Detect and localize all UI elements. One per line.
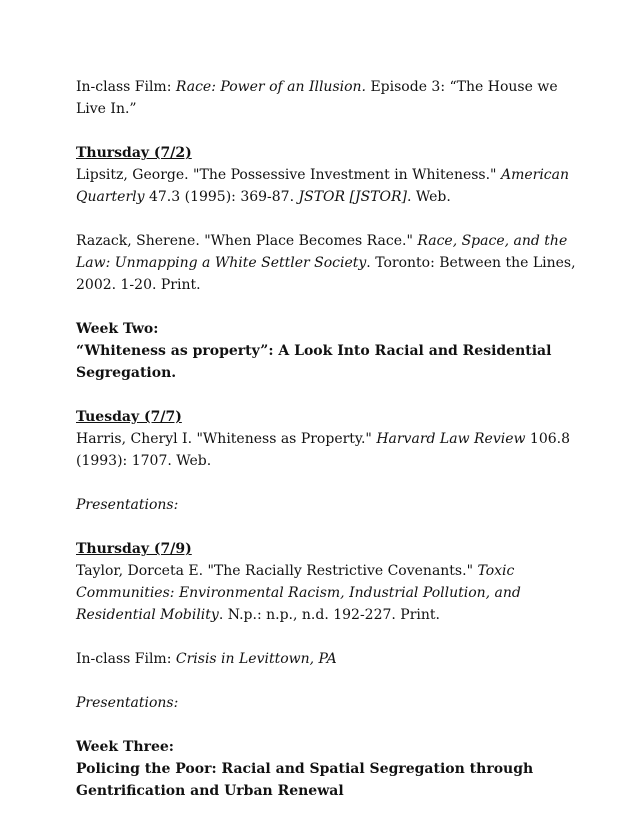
week-three-title: Policing the Poor: Racial and Spatial Segregation through Gentrification and Urban Renewal bbox=[76, 761, 534, 799]
film-note-1: In-class Film: Race: Power of an Illusion. Episode 3: “The House we Live In.” bbox=[76, 79, 558, 117]
film-note-2: In-class Film: Crisis in Levittown, PA bbox=[76, 651, 337, 667]
reference-lipsitz: Thursday (7/2) Lipsitz, George. "The Possessive Investment in Whiteness." American Quarterly 47.3 (1995): 369-87. JSTOR [JSTOR]. Web. bbox=[76, 142, 578, 208]
presentations-label: Presentations: bbox=[76, 497, 179, 513]
film-title: Race: Power of an Illusion. bbox=[175, 79, 367, 95]
week-three-heading: Week Three: Policing the Poor: Racial and Spatial Segregation through Gentrification and Urban Renewal bbox=[76, 739, 534, 799]
reference-razack: Razack, Sherene. "When Place Becomes Race." Race, Space, and the Law: Unmapping a White Settler Society. Toronto: Between the Lines, 2002. 1-20. Print. bbox=[76, 233, 576, 293]
date-heading-thursday-7-9: Thursday (7/9) bbox=[76, 541, 192, 557]
reference-taylor: Thursday (7/9) Taylor, Dorceta E. "The Racially Restrictive Covenants." Toxic Communities: Environmental Racism, Industrial Pollution, and Residential Mobility. N.p.: n.p., n.d. 192-227. Print. bbox=[76, 538, 578, 626]
reference-harris: Tuesday (7/7) Harris, Cheryl I. "Whiteness as Property." Harvard Law Review 106.8 (1993): 1707. Web. bbox=[76, 406, 578, 472]
week-two-heading: Week Two: “Whiteness as property”: A Look Into Racial and Residential Segregation. bbox=[76, 321, 552, 381]
week-two-title: “Whiteness as property”: A Look Into Racial and Residential Segregation. bbox=[76, 343, 552, 381]
date-heading-thursday-7-2: Thursday (7/2) bbox=[76, 145, 192, 161]
presentations-label: Presentations: bbox=[76, 695, 179, 711]
date-heading-tuesday-7-7: Tuesday (7/7) bbox=[76, 409, 182, 425]
